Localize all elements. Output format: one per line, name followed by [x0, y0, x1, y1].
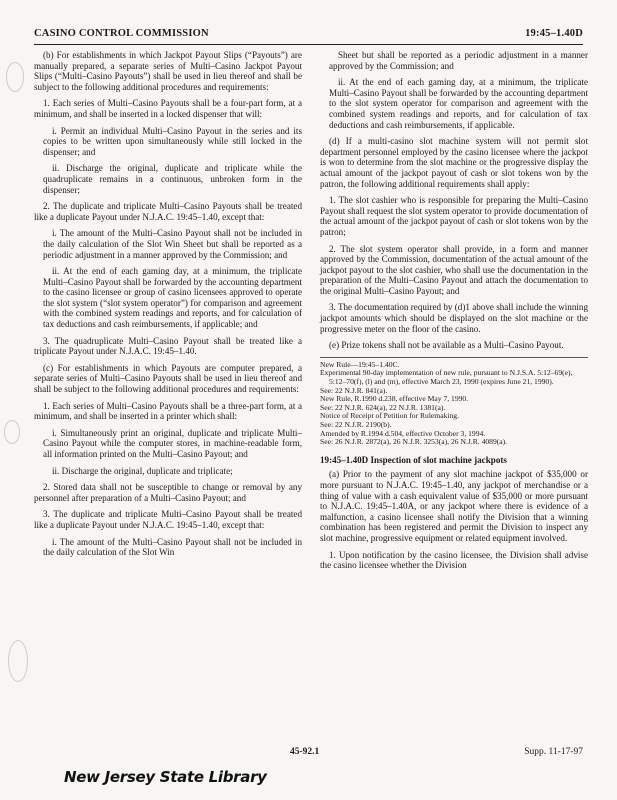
history-line: See: 22 N.J.R. 841(a). — [320, 385, 388, 395]
supplement-date: Supp. 11-17-97 — [524, 747, 583, 757]
paragraph: 3. The documentation required by (d)1 above shall include the winning jackpot amounts which should be displayed on the slot machine or the progressive meter on the floor of the casino. — [320, 302, 588, 334]
paragraph: 3. The duplicate and triplicate Multi–Casino Payout shall be treated like a duplicate Payout under N.J.A.C. 19:45–1.40, except that: — [34, 509, 302, 530]
paragraph: i. Permit an individual Multi–Casino Payout in the series and its copies to be written upon simultaneously while still locked in the dispenser; and — [43, 125, 302, 157]
paragraph: ii. Discharge the original, duplicate and triplicate while the quadruplicate remains in a continuous, unbroken form in the dispenser; — [43, 163, 302, 195]
left-column — [34, 50, 302, 564]
history-line: New Rule—19:45–1.40C. — [320, 359, 400, 369]
paragraph: ii. At the end of each gaming day, at a minimum, the triplicate Multi–Casino Payout shall be forwarded by the accounting department to the casino licensee or group of casino licensees approved to operate the slot system (“slot system operator”) for comparison and agreement with the combined system readings and reports, and for calculation of tax deductions and cash reimbursements, if applicable; and — [43, 266, 302, 330]
library-stamp: New Jersey State Library — [64, 768, 267, 786]
history-line: See: 22 N.J.R. 2190(b). — [320, 420, 392, 429]
paragraph: 1. Upon notification by the casino licensee, the Division shall advise the casino licensee whether the Division — [320, 549, 588, 571]
paragraph: 2. The slot system operator shall provide, in a form and manner approved by the Commission, documentation of the actual amount of the jackpot payout to the slot cashier, who shall use the documentation in the preparation of the Multi–Casino Payout and attach the documentation to the original Multi–Casino Payout; and — [320, 243, 588, 296]
right-column-top — [320, 50, 588, 351]
paragraph: Sheet but shall be reported as a periodic adjustment in a manner approved by the Commission; and — [329, 50, 588, 71]
running-header — [34, 28, 583, 42]
paragraph: ii. At the end of each gaming day, at a minimum, the triplicate Multi–Casino Payout shall be forwarded by the accounting department to the slot system operator for comparison and agreement with the combined system readings and reports, and for calculation of tax deductions and cash reimbursements, if applicable. — [329, 77, 588, 130]
header-section-number: 19:45–1.40D — [525, 28, 583, 39]
header-rule — [34, 44, 583, 45]
paragraph: (c) For establishments in which Payouts are computer prepared, a separate series of Multi–Casino Payouts shall be used in lieu thereof and shall be subject to the following additional procedures and requirements: — [34, 362, 302, 395]
paragraph: i. Simultaneously print an original, duplicate and triplicate Multi–Casino Payout while the computer stores, in machine-readable form, all information printed on the Multi–Casino Payout; and — [43, 427, 302, 459]
history-line: See: 26 N.J.R. 2872(a), 26 N.J.R. 3253(a), 26 N.J.R. 4089(a). — [320, 437, 508, 447]
page-number: 45-92.1 — [290, 747, 320, 757]
history-notes — [320, 361, 588, 447]
section-heading: 19:45–1.40D Inspection of slot machine jackpots — [320, 454, 507, 465]
history-line: New Rule, R.1990 d.238, effective May 7, 1990. — [320, 394, 469, 404]
paragraph: i. The amount of the Multi–Casino Payout shall not be included in the daily calculation of the Slot Win — [43, 536, 302, 558]
right-column — [320, 50, 588, 577]
history-line: Notice of Receipt of Petition for Rulemaking. — [320, 411, 459, 421]
paragraph: 1. Each series of Multi–Casino Payouts shall be a three-part form, at a minimum, and shall be inserted in a printer which shall: — [34, 400, 302, 422]
right-column-bottom — [320, 469, 588, 570]
history-rule — [320, 357, 588, 358]
paragraph: 3. The quadruplicate Multi–Casino Payout shall be treated like a triplicate Payout under N.J.A.C. 19:45–1.40. — [34, 335, 302, 357]
paragraph: (e) Prize tokens shall not be available as a Multi–Casino Payout. — [329, 340, 564, 351]
history-line: Amended by R.1994 d.504, effective October 3, 1994. — [320, 428, 486, 438]
paragraph: (d) If a multi-casino slot machine system will not permit slot department personnel employed by the casino licensee where the jackpot is won to determine from the slot machine or the progressive display the actual amount of the jackpot payout of cash or slot tokens won by the patron, the following additional requirements shall apply: — [320, 136, 588, 189]
paragraph: 2. The duplicate and triplicate Multi–Casino Payouts shall be treated like a duplicate Payout under N.J.A.C. 19:45–1.40, except that: — [34, 201, 302, 222]
paragraph: 2. Stored data shall not be susceptible to change or removal by any personnel after preparation of a Multi–Casino Payout; and — [34, 482, 302, 503]
history-line: Experimental 90-day implementation of new rule, pursuant to N.J.S.A. 5:12–69(e), 5:12–70(f), (l) and (m), effective March 23, 1990 (expires June 21, 1990). — [320, 368, 573, 387]
paragraph: i. The amount of the Multi–Casino Payout shall not be included in the daily calculation of the Slot Win Sheet but shall be reported as a periodic adjustment in a manner approved by the Commission; and — [43, 228, 302, 260]
paragraph: 1. Each series of Multi–Casino Payouts shall be a four-part form, at a minimum, and shall be inserted in a locked dispenser that will: — [34, 98, 302, 119]
scan-blot — [8, 640, 28, 682]
history-line: See: 22 N.J.R. 624(a), 22 N.J.R. 1381(a). — [320, 402, 446, 412]
header-title: CASINO CONTROL COMMISSION — [34, 28, 209, 39]
paragraph: ii. Discharge the original, duplicate and triplicate; — [52, 465, 233, 476]
scan-blot — [6, 62, 24, 92]
paragraph: 1. The slot cashier who is responsible for preparing the Multi–Casino Payout shall request the slot system operator to provide documentation of the actual amount of the jackpot payout of cash or slot tokens won by the patron; — [320, 195, 588, 237]
paragraph: (b) For establishments in which Jackpot Payout Slips (“Payouts”) are manually prepared, a separate series of Multi–Casino Jackpot Payout Slips (“Multi–Casino Payouts”) shall be used in lieu thereof and shall be subject to the following additional procedures and requirements: — [34, 50, 302, 92]
scan-blot — [4, 420, 20, 444]
paragraph: (a) Prior to the payment of any slot machine jackpot of $35,000 or more pursuant to N.J.A.C. 19:45–1.40, any jackpot of merchandise or a thing of value with a cash equivalent value of $35,000 or more pursuant to N.J.A.C. 19:45–1.40A, or any jackpot where there is evidence of a malfunction, a casino licensee shall notify the Division that a winning combination has been registered and permit the Division to inspect any slot machine, progressive equipment or related equipment involved. — [320, 469, 588, 543]
